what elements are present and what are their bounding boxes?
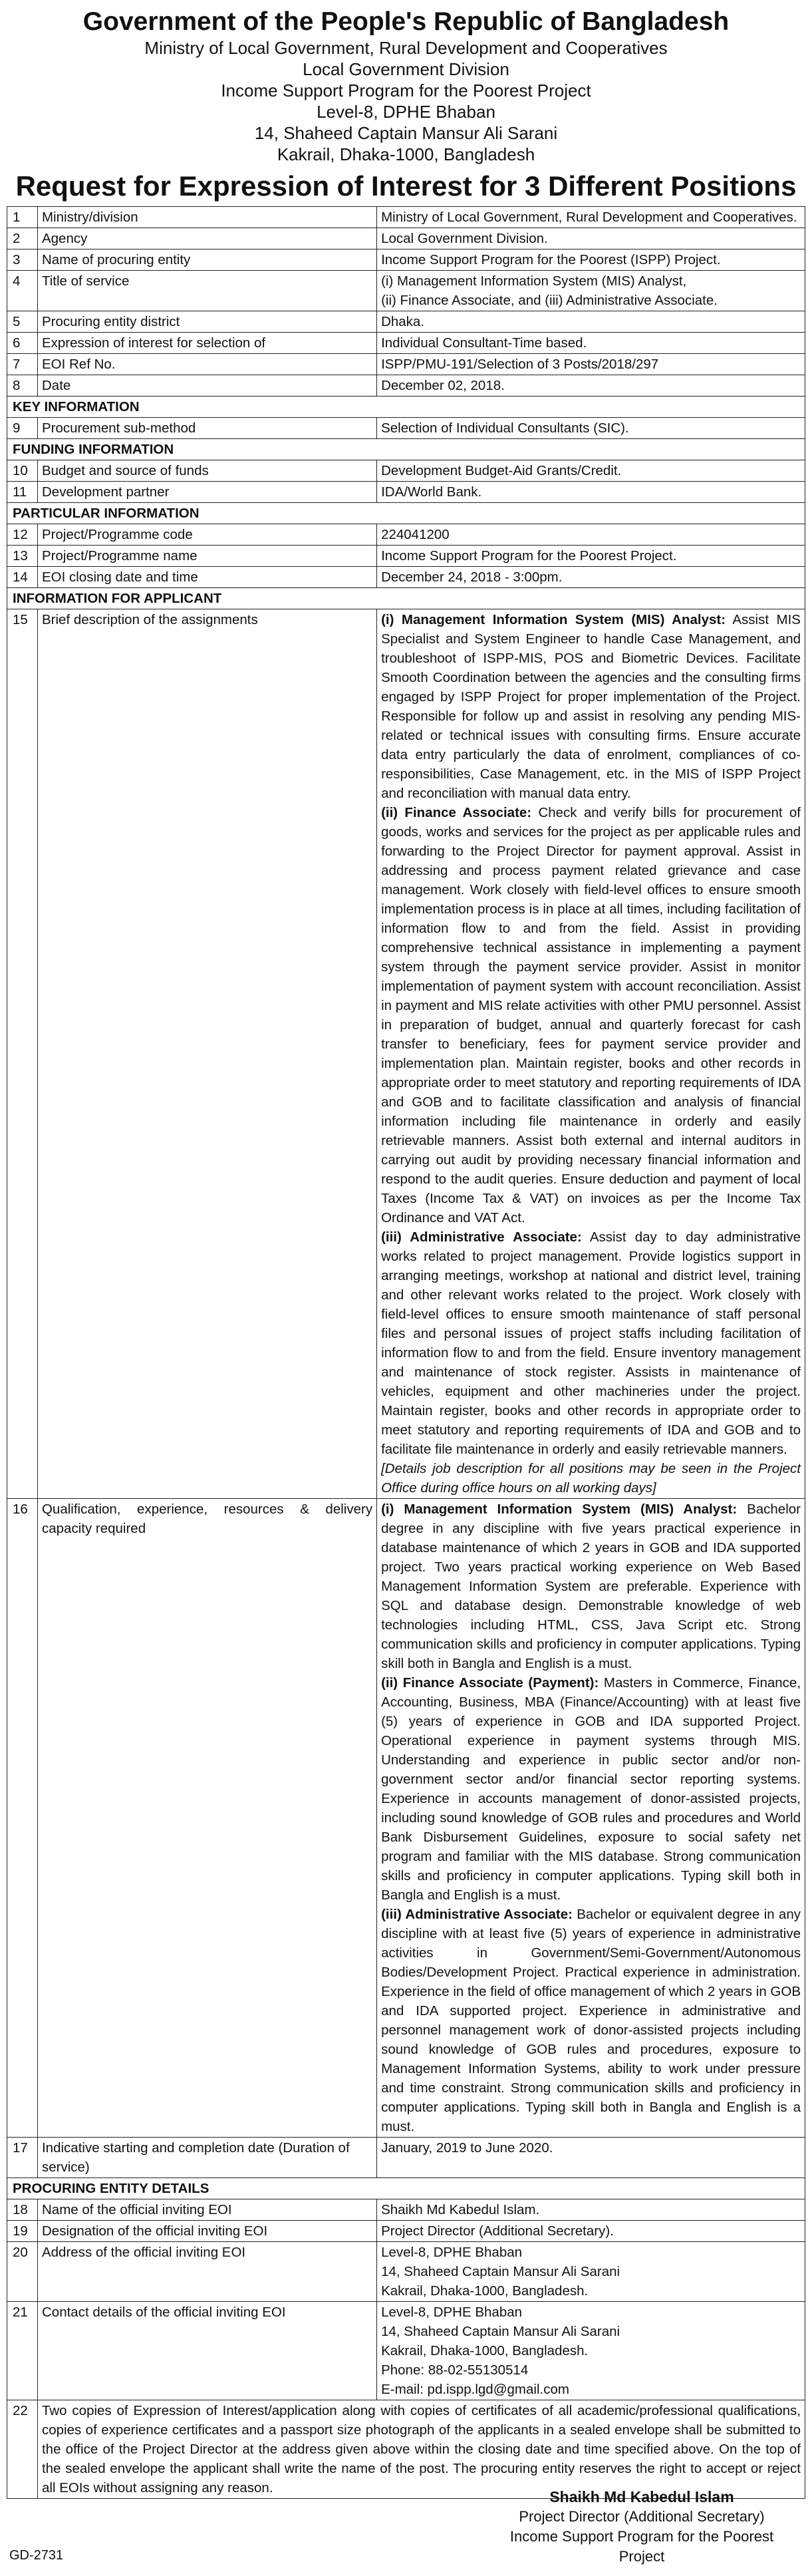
- address-line: Kakrail, Dhaka-1000, Bangladesh.: [381, 2283, 589, 2299]
- signatory-designation: Project Director (Additional Secretary): [519, 2508, 765, 2525]
- mis-analyst-text: Assist MIS Specialist and System Engineer to handle Case Management, and troubleshoot of ISPP-MIS, POS and Biometric Devices. Facilitate Smooth Coordination between the agencies and the consulting firms engaged by ISPP Project for proper implementation of the Project. Responsible for follow up and assist in resolving any pending MIS-related or technical issues with consulting firms. Ensure accurate data entry particularly the data of enrolment, compliances of co-responsibilities, Case Management, etc. in the MIS of ISPP Project and reconciliation with manual data entry.: [381, 612, 801, 801]
- official-address: [377, 2242, 805, 2302]
- row-label: Development partner: [37, 482, 376, 503]
- section-header: [7, 588, 805, 609]
- address-line: Level-8, DPHE Bhaban: [381, 2305, 523, 2320]
- row-label: Indicative starting and completion date (Duration of service): [37, 2138, 376, 2178]
- row-value: Individual Consultant-Time based.: [377, 333, 805, 354]
- section-header: [7, 397, 805, 418]
- table-row: [7, 2221, 805, 2242]
- administrative-associate-qualification: [381, 1905, 801, 2136]
- row-label: Name of procuring entity: [37, 249, 376, 271]
- row-value: 224041200: [377, 524, 805, 546]
- signatory-name: Shaikh Md Kabedul Islam: [549, 2488, 734, 2505]
- row-label: EOI closing date and time: [37, 567, 376, 588]
- address-level: Level-8, DPHE Bhaban: [317, 102, 495, 122]
- table-row: [7, 460, 805, 482]
- row-number: 21: [7, 2302, 38, 2400]
- row-value: Ministry of Local Government, Rural Development and Cooperatives.: [377, 207, 805, 228]
- table-row: [7, 2242, 805, 2302]
- section-header: [7, 439, 805, 460]
- table-row: [7, 354, 805, 375]
- table-row: [7, 249, 805, 271]
- table-row: [7, 333, 805, 354]
- table-row: [7, 482, 805, 503]
- table-row: [7, 311, 805, 333]
- row-value: Dhaka.: [377, 311, 805, 333]
- row-value: Local Government Division.: [377, 228, 805, 249]
- table-row: [7, 418, 805, 439]
- row-value: Income Support Program for the Poorest (ISPP) Project.: [377, 249, 805, 271]
- row-label: Date: [37, 375, 376, 397]
- table-row: [7, 567, 805, 588]
- row-label: Designation of the official inviting EOI: [37, 2221, 376, 2242]
- administrative-associate-heading: (iii) Administrative Associate:: [381, 1907, 573, 1922]
- ministry-name: Ministry of Local Government, Rural Development and Cooperatives: [144, 38, 668, 58]
- address-line: Kakrail, Dhaka-1000, Bangladesh.: [381, 2343, 589, 2358]
- title-of-service-line-2: (ii) Finance Associate, and (iii) Administrative Associate.: [381, 293, 718, 308]
- row-label: Procurement sub-method: [37, 418, 376, 439]
- mis-analyst-text: Bachelor degree in any discipline with five years practical experience in database maintenance of which 2 years in GOB and IDA supported project. Two years practical working experience on Web Based Management Information System are preferable. Experience with SQL and database design. Demonstrable knowledge of web technologies including HTML, CSS, Java Script etc. Strong communication skills and proficiency in computer applications. Typing skill both in Bangla and English is a must.: [381, 1502, 801, 1671]
- row-value: December 02, 2018.: [377, 375, 805, 397]
- address-city: Kakrail, Dhaka-1000, Bangladesh: [277, 144, 535, 164]
- row-value: January, 2019 to June 2020.: [377, 2138, 805, 2178]
- row-number: 2: [7, 228, 38, 249]
- finance-associate-heading: (ii) Finance Associate (Payment):: [381, 1675, 599, 1690]
- row-label: EOI Ref No.: [37, 354, 376, 375]
- official-contact-details: [377, 2302, 805, 2400]
- request-title: Request for Expression of Interest for 3 Different Positions: [15, 170, 797, 202]
- row-label: Brief description of the assignments: [37, 609, 376, 1499]
- finance-associate-heading: (ii) Finance Associate:: [381, 805, 532, 820]
- section-particular-information: PARTICULAR INFORMATION: [7, 503, 805, 524]
- title-of-service-line-1: (i) Management Information System (MIS) Analyst,: [381, 273, 687, 289]
- row-number: 12: [7, 524, 38, 546]
- address-street: 14, Shaheed Captain Mansur Ali Sarani: [254, 123, 558, 143]
- address-line: 14, Shaheed Captain Mansur Ali Sarani: [381, 2324, 620, 2339]
- row-label: Agency: [37, 228, 376, 249]
- eoi-document: [7, 7, 805, 2499]
- section-key-information: KEY INFORMATION: [7, 397, 805, 418]
- row-label: Address of the official inviting EOI: [37, 2242, 376, 2302]
- table-row: [7, 524, 805, 546]
- mis-analyst-qualification: [381, 1500, 801, 1673]
- table-row: [7, 546, 805, 567]
- section-funding-information: FUNDING INFORMATION: [7, 439, 805, 460]
- job-description-note: [Details job description for all positions may be seen in the Project Office during office hours on all working days]: [381, 1461, 801, 1496]
- row-number: 7: [7, 354, 38, 375]
- table-row: [7, 1499, 805, 2138]
- table-row: [7, 609, 805, 1499]
- row-label: Contact details of the official inviting EOI: [37, 2302, 376, 2400]
- eoi-table: [7, 206, 805, 2499]
- row-number: 4: [7, 271, 38, 311]
- row-number: 19: [7, 2221, 38, 2242]
- table-row: [7, 375, 805, 397]
- table-row: [7, 2400, 805, 2499]
- table-row: [7, 207, 805, 228]
- row-number: 6: [7, 333, 38, 354]
- row-value: Income Support Program for the Poorest Project.: [377, 546, 805, 567]
- row-label: Budget and source of funds: [37, 460, 376, 482]
- row-value: Project Director (Additional Secretary).: [377, 2221, 805, 2242]
- row-label: Name of the official inviting EOI: [37, 2199, 376, 2221]
- row-value: December 24, 2018 - 3:00pm.: [377, 567, 805, 588]
- row-value: Selection of Individual Consultants (SIC).: [377, 418, 805, 439]
- project-name: Income Support Program for the Poorest Project: [221, 80, 591, 100]
- row-label: Ministry/division: [37, 207, 376, 228]
- row-value: [377, 271, 805, 311]
- table-row: [7, 271, 805, 311]
- row-value: IDA/World Bank.: [377, 482, 805, 503]
- address-line: Level-8, DPHE Bhaban: [381, 2245, 523, 2260]
- row-number: 14: [7, 567, 38, 588]
- submission-instructions: Two copies of Expression of Interest/application along with copies of certificates of all academic/professional qualifications, copies of experience certificates and a passport size photograph of the applicants in a sealed envelope shall be submitted to the office of the Project Director at the address given above within the closing date and time specified above. On the top of the sealed envelope the applicant shall write the name of the post. The procuring entity reserves the right to accept or reject all EOIs without assigning any reason.: [37, 2400, 805, 2499]
- table-row: [7, 2199, 805, 2221]
- row-label: Expression of interest for selection of: [37, 333, 376, 354]
- row-number: 1: [7, 207, 38, 228]
- row-number: 10: [7, 460, 38, 482]
- row-value: ISPP/PMU-191/Selection of 3 Posts/2018/297: [377, 354, 805, 375]
- row-number: 9: [7, 418, 38, 439]
- section-header: [7, 503, 805, 524]
- table-row: [7, 2138, 805, 2178]
- row-number: 15: [7, 609, 38, 1499]
- signature-block: [495, 2487, 788, 2567]
- government-title: Government of the People's Republic of Bangladesh: [82, 7, 730, 36]
- row-number: 8: [7, 375, 38, 397]
- row-value: Shaikh Md Kabedul Islam.: [377, 2199, 805, 2221]
- section-procuring-entity-details: PROCURING ENTITY DETAILS: [7, 2178, 805, 2199]
- row-label: Title of service: [37, 271, 376, 311]
- contact-email: E-mail: pd.ispp.lgd@gmail.com: [381, 2382, 569, 2397]
- qualification-requirements: [377, 1499, 805, 2138]
- mis-analyst-heading: (i) Management Information System (MIS) Analyst:: [381, 612, 726, 627]
- document-header: [7, 7, 805, 204]
- finance-associate-description: [381, 803, 801, 1227]
- contact-phone: Phone: 88-02-55130514: [381, 2362, 529, 2378]
- row-label: Project/Programme code: [37, 524, 376, 546]
- table-row: [7, 228, 805, 249]
- footer-code: GD-2731: [9, 2548, 64, 2563]
- row-label: Project/Programme name: [37, 546, 376, 567]
- row-number: 3: [7, 249, 38, 271]
- division-name: Local Government Division: [303, 59, 509, 79]
- mis-analyst-description: [381, 610, 801, 803]
- signatory-project: Income Support Program for the Poorest Project: [509, 2528, 774, 2565]
- row-number: 5: [7, 311, 38, 333]
- administrative-associate-text: Bachelor or equivalent degree in any discipline with at least five (5) years of experience in administrative activities in Government/Semi-Government/Autonomous Bodies/Development Project. Practical experience in administration. Experience in the field of office management of which 2 years in GOB and IDA supported project. Experience in administrative and personnel management work of donor-assisted projects including sound knowledge of GOB rules and procedures, exposure to Management Information Systems, ability to work under pressure and time constraint. Strong communication skills and proficiency in computer applications. Typing skill both in Bangla and English is a must.: [381, 1907, 801, 2134]
- section-header: [7, 2178, 805, 2199]
- table-row: [7, 2302, 805, 2400]
- finance-associate-text: Masters in Commerce, Finance, Accounting, Business, MBA (Finance/Accounting) with at least five (5) years of experience in GOB and IDA supported Project. Operational experience in payment systems through MIS. Understanding and experience in public sector and/or non-government sector and/or financial sector reporting systems. Experience in accounts management of donor-assisted projects, including sound knowledge of GOB rules and procedures and World Bank Disbursement Guidelines, exposure to social safety net program and familiar with the MIS database. Strong communication skills and proficiency in computer applications. Typing skill both in Bangla and English is a must.: [381, 1675, 801, 1903]
- row-value: Development Budget-Aid Grants/Credit.: [377, 460, 805, 482]
- row-number: 20: [7, 2242, 38, 2302]
- address-line: 14, Shaheed Captain Mansur Ali Sarani: [381, 2264, 620, 2279]
- section-information-for-applicant: INFORMATION FOR APPLICANT: [7, 588, 805, 609]
- row-label: Qualification, experience, resources & delivery capacity required: [37, 1499, 376, 2138]
- administrative-associate-heading: (iii) Administrative Associate:: [381, 1229, 582, 1245]
- row-number: 17: [7, 2138, 38, 2178]
- row-number: 16: [7, 1499, 38, 2138]
- row-number: 18: [7, 2199, 38, 2221]
- finance-associate-qualification: [381, 1673, 801, 1905]
- administrative-associate-text: Assist day to day administrative works related to project management. Provide logistics support in arranging meetings, workshop at national and district level, training and other relevant works related to the project. Work closely with field-level offices to ensure smooth maintenance of staff personal files and personal issues of project staffs including facilitation of information flow to and from the field. Ensure inventory management and maintenance of stock register. Assists in maintenance of vehicles, equipment and other machineries under the project. Maintain register, books and other records in appropriate order to meet statutory and reporting requirements of IDA and GOB and to facilitate file maintenance in orderly and easily retrievable manners.: [381, 1229, 801, 1457]
- row-label: Procuring entity district: [37, 311, 376, 333]
- row-number: 22: [7, 2400, 38, 2499]
- assignment-descriptions: [377, 609, 805, 1499]
- row-number: 13: [7, 546, 38, 567]
- administrative-associate-description: [381, 1227, 801, 1459]
- row-number: 11: [7, 482, 38, 503]
- mis-analyst-heading: (i) Management Information System (MIS) Analyst:: [381, 1502, 738, 1517]
- finance-associate-text: Check and verify bills for procurement of goods, works and services for the project as per applicable rules and forwarding to the Project Director for payment approval. Assist in addressing and process payment related grievance and case management. Work closely with field-level offices to ensure smooth implementation process is in place at all times, including facilitation of information flow to and from the field. Assist in providing comprehensive technical assistance in implementing a payment system through the payment service provider. Assist in monitor implementation of payment system with account reconciliation. Assist in payment and MIS relate activities with other PMU personnel. Assist in preparation of budget, annual and quarterly forecast for cash transfer to beneficiary, fees for payment service provider and implementation plan. Maintain register, books and other records in appropriate order to meet statutory and reporting requirements of IDA and GOB and to facilitate classification and analysis of financial information including file maintenance in orderly and easily retrievable manners. Assist both external and internal auditors in carrying out audit by providing necessary financial information and respond to the audit queries. Ensure deduction and payment of local Taxes (Income Tax & VAT) on invoices as per the Income Tax Ordinance and VAT Act.: [381, 805, 801, 1225]
